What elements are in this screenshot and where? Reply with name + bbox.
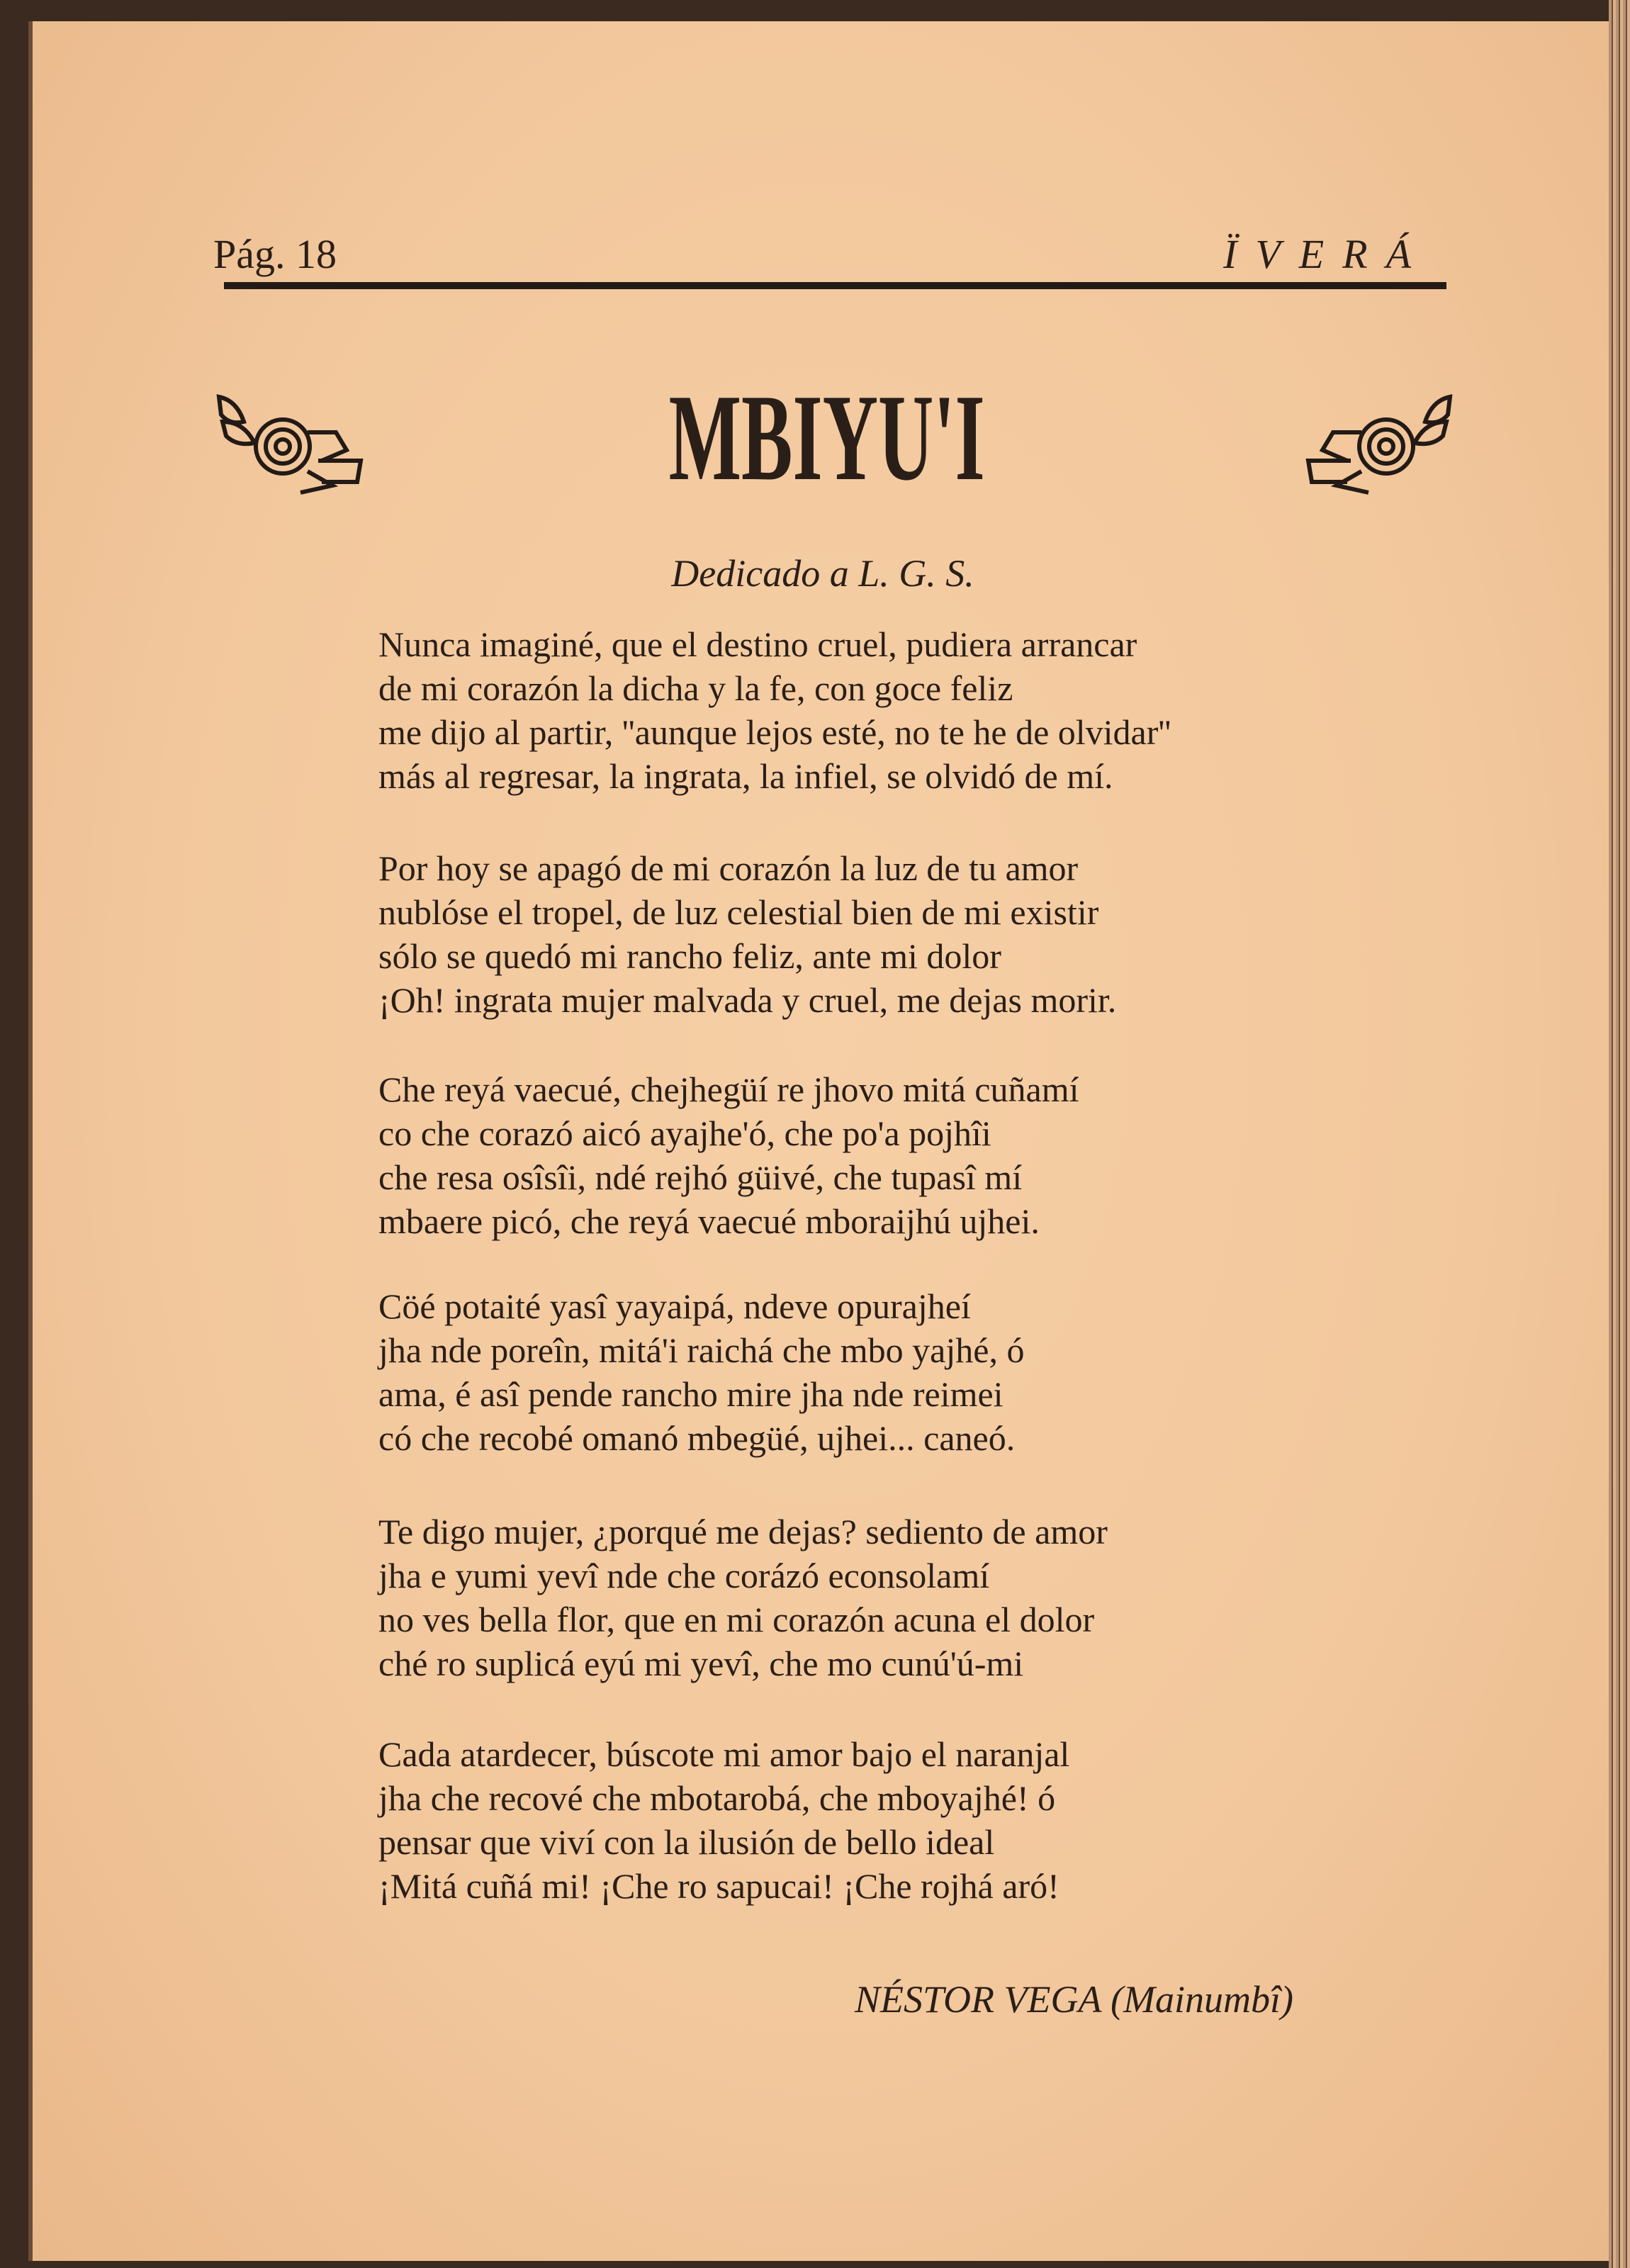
page-number: Pág. 18 [213,231,337,277]
stanza [378,1510,1108,1685]
verse-line: ché ro suplicá eyú mi yevî, che mo cunú'ú-mi [378,1644,1024,1683]
author-signature: NÉSTOR VEGA (Mainumbî) [855,1978,1293,2021]
verse-line: Cada atardecer, búscote mi amor bajo el naranjal [378,1734,1070,1774]
verse-line: có che recobé omanó mbegüé, ujhei... caneó. [378,1418,1016,1458]
verse-line: me dijo al partir, ''aunque lejos esté, no te he de olvidar'' [378,712,1171,752]
verse-line: Nunca imaginé, que el destino cruel, pudiera arrancar [378,624,1137,664]
verse-line: jha nde poreîn, mitá'i raichá che mbo yajhé, ó [378,1330,1025,1370]
verse-line: ama, é asî pende rancho mire jha nde reimei [378,1374,1004,1414]
verse-line: jha che recové che mbotarobá, che mboyajhé! ó [378,1778,1056,1818]
verse-line: che resa osîsîi, ndé rejhó güivé, che tupasî mí [378,1157,1023,1197]
stanza [378,846,1116,1022]
stanza [378,1732,1069,1908]
stanza [378,622,1171,798]
verse-line: ¡Mitá cuñá mi! ¡Che ro sapucai! ¡Che rojhá aró! [378,1866,1060,1906]
verse-line: no ves bella flor, que en mi corazón acuna el dolor [378,1600,1095,1639]
publication-name: ÏVERÁ [1223,231,1430,277]
verse-line: mbaere picó, che reyá vaecué mboraijhú ujhei. [378,1201,1040,1241]
verse-line: Te digo mujer, ¿porqué me dejas? sediento de amor [378,1512,1108,1551]
verse-line: nublóse el tropel, de luz celestial bien de mi existir [378,892,1099,932]
page-edges [1609,0,1630,2268]
verse-line: Por hoy se apagó de mi corazón la luz de tu amor [378,848,1079,888]
stanza [378,1067,1079,1243]
verse-line: pensar que viví con la ilusión de bello ideal [378,1822,995,1862]
verse-line: jha e yumi yevî nde che corázó econsolamí [378,1556,990,1595]
verse-line: Che reyá vaecué, chejhegüí re jhovo mitá cuñamí [378,1070,1079,1109]
stanza [378,1284,1024,1460]
verse-line: más al regresar, la ingrata, la infiel, se olvidó de mí. [378,756,1113,796]
verse-line: co che corazó aicó ayajhe'ó, che po'a pojhîi [378,1113,991,1153]
verse-line: sólo se quedó mi rancho feliz, ante mi dolor [378,936,1001,976]
dedication: Dedicado a L. G. S. [671,552,974,595]
document-page [28,21,1613,2261]
poem-title: MBIYU'I [668,369,985,506]
header-rule [224,282,1446,289]
rose-ornament-icon [1301,393,1454,496]
verse-line: de mi corazón la dicha y la fe, con goce feliz [378,668,1013,708]
verse-line: Cöé potaité yasî yayaipá, ndeve opurajheí [378,1286,971,1326]
verse-line: ¡Oh! ingrata mujer malvada y cruel, me dejas morir. [378,980,1117,1020]
